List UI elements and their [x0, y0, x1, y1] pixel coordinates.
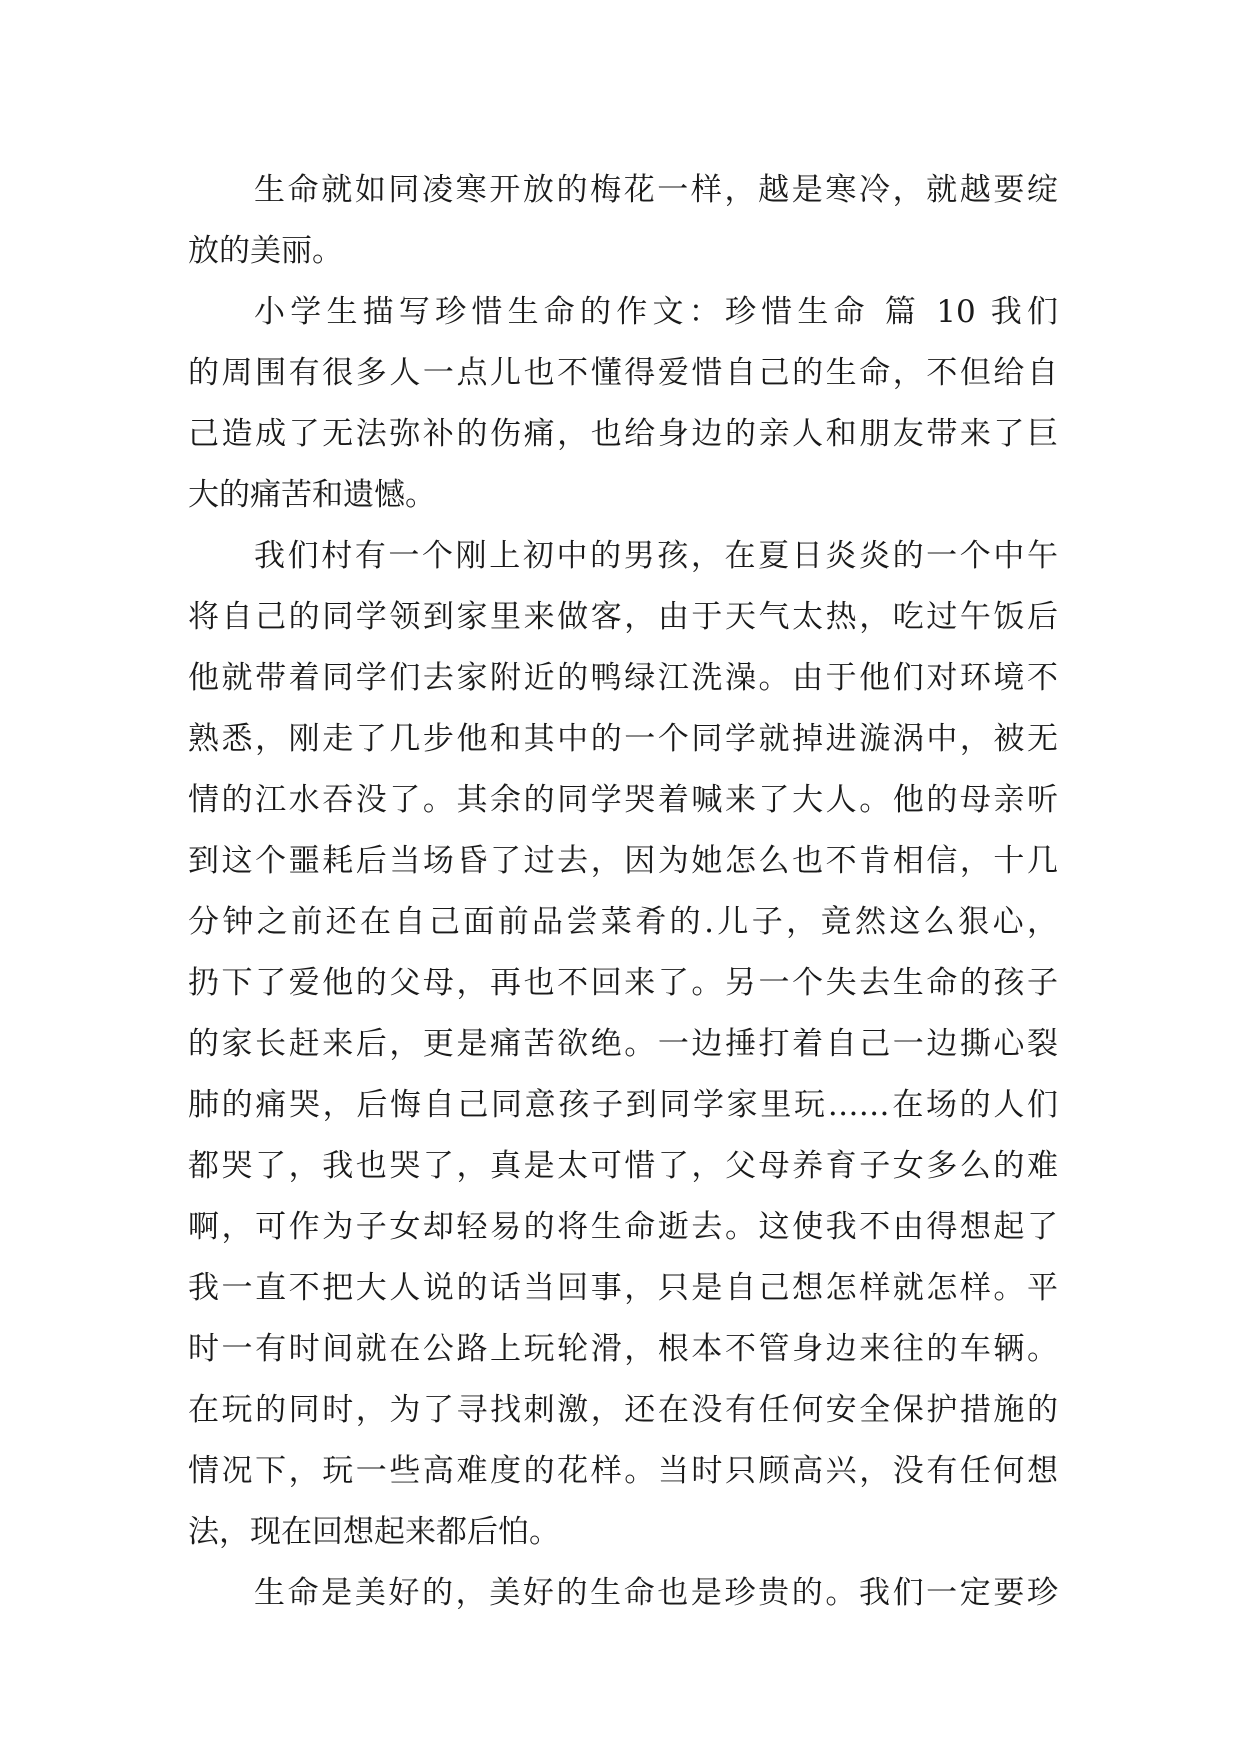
text-line: 大的痛苦和遗憾。	[188, 477, 436, 513]
text-line: 熟悉，刚走了几步他和其中的一个同学就掉进漩涡中，被无	[188, 721, 1058, 757]
text-line: 小学生描写珍惜生命的作文：珍惜生命 篇 10 我们	[254, 294, 1058, 330]
essay-text-block	[188, 160, 1058, 1624]
text-line: 到这个噩耗后当场昏了过去，因为她怎么也不肯相信，十几	[188, 843, 1058, 879]
text-line: 我们村有一个刚上初中的男孩，在夏日炎炎的一个中午	[254, 538, 1058, 574]
text-line: 在玩的同时，为了寻找刺激，还在没有任何安全保护措施的	[188, 1392, 1058, 1428]
text-line: 法，现在回想起来都后怕。	[188, 1514, 560, 1550]
text-line: 生命就如同凌寒开放的梅花一样，越是寒冷，就越要绽	[254, 172, 1058, 208]
text-line: 放的美丽。	[188, 233, 343, 269]
text-line: 情的江水吞没了。其余的同学哭着喊来了大人。他的母亲听	[188, 782, 1058, 818]
text-line: 他就带着同学们去家附近的鸭绿江洗澡。由于他们对环境不	[188, 660, 1058, 696]
text-line: 都哭了，我也哭了，真是太可惜了，父母养育子女多么的难	[188, 1148, 1058, 1184]
text-line: 的周围有很多人一点儿也不懂得爱惜自己的生命，不但给自	[188, 355, 1058, 391]
text-line: 生命是美好的，美好的生命也是珍贵的。我们一定要珍	[254, 1575, 1058, 1611]
text-line: 扔下了爱他的父母，再也不回来了。另一个失去生命的孩子	[188, 965, 1058, 1001]
text-line: 时一有时间就在公路上玩轮滑，根本不管身边来往的车辆。	[188, 1331, 1058, 1367]
text-line: 啊，可作为子女却轻易的将生命逝去。这使我不由得想起了	[188, 1209, 1058, 1245]
text-line: 肺的痛哭，后悔自己同意孩子到同学家里玩……在场的人们	[188, 1087, 1058, 1123]
text-line: 情况下，玩一些高难度的花样。当时只顾高兴，没有任何想	[188, 1453, 1058, 1489]
text-line: 的家长赶来后，更是痛苦欲绝。一边捶打着自己一边撕心裂	[188, 1026, 1058, 1062]
text-line: 将自己的同学领到家里来做客，由于天气太热，吃过午饭后	[188, 599, 1058, 635]
text-line: 分钟之前还在自己面前品尝菜肴的.儿子，竟然这么狠心，	[188, 904, 1058, 940]
text-line: 我一直不把大人说的话当回事，只是自己想怎样就怎样。平	[188, 1270, 1058, 1306]
text-line: 己造成了无法弥补的伤痛，也给身边的亲人和朋友带来了巨	[188, 416, 1058, 452]
